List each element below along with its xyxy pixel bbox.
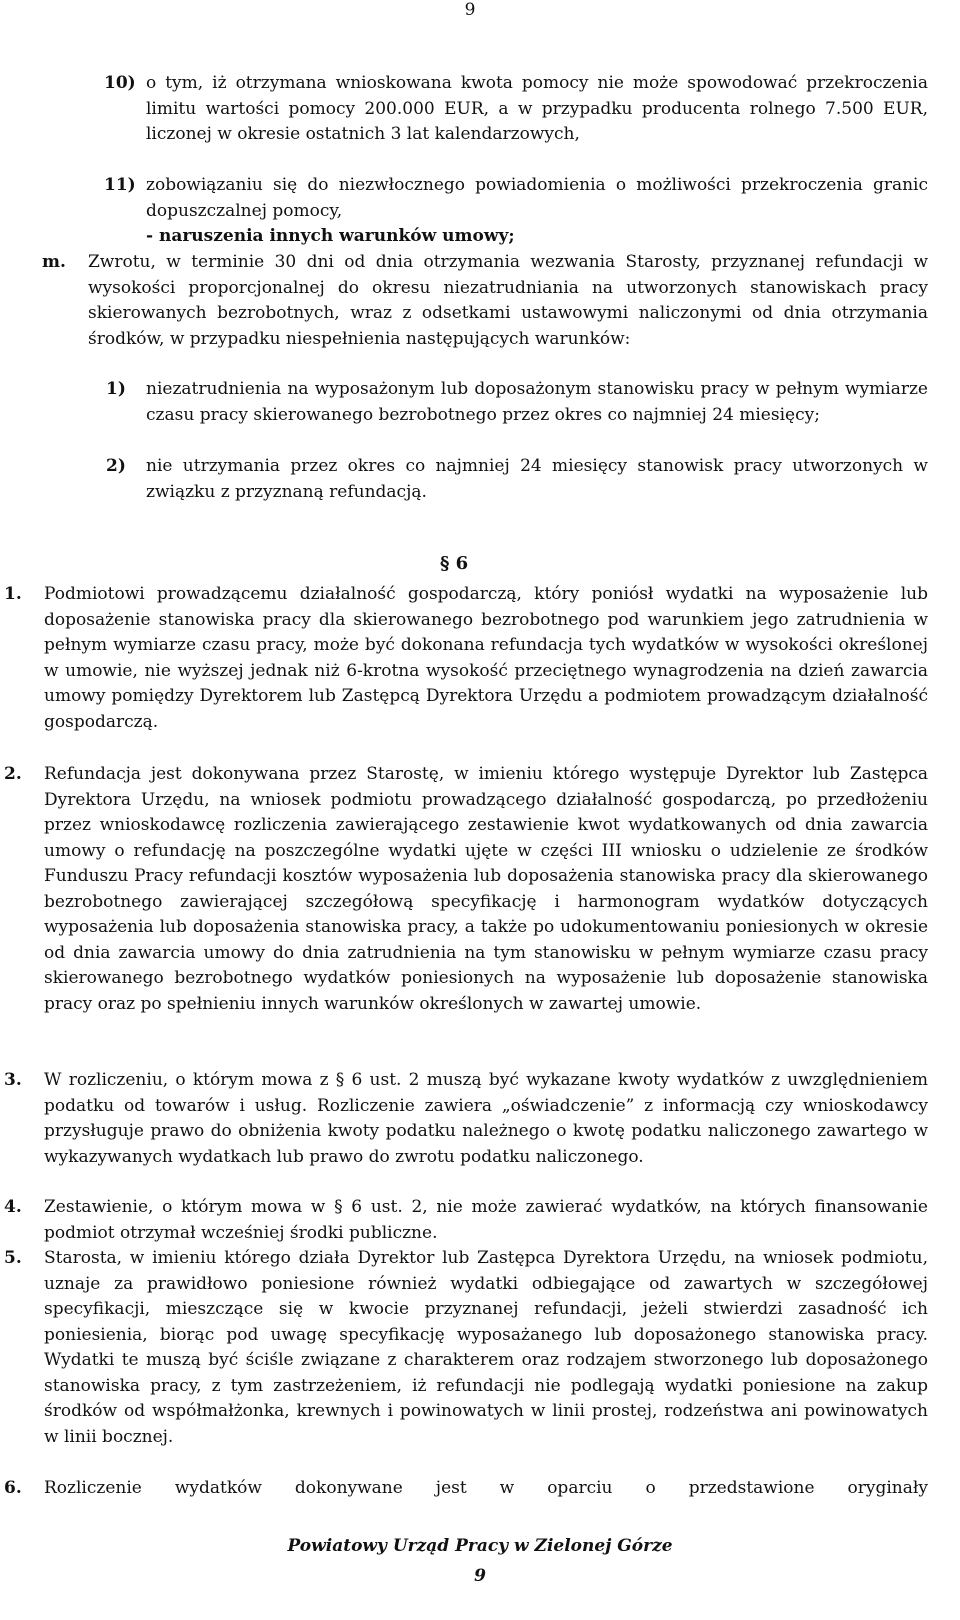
footer-office: Powiatowy Urząd Pracy w Zielonej Górze [287, 1536, 673, 1556]
footer-page-number: 9 [474, 1566, 486, 1586]
item-11-number: 11) [104, 175, 136, 195]
item-10-text: o tym, iż otrzymana wnioskowana kwota pomocy nie może spowodować przekroczenia limitu wartości pomocy 200.000 EUR, a w przypadku producenta rolnego 7.500 EUR, liczonej w okresie ostatnich 3 lat kalendarzowych, [146, 73, 928, 144]
sec6-item-3-text: W rozliczeniu, o którym mowa z § 6 ust. 2 muszą być wykazane kwoty wydatków z uwzględnieniem podatku od towarów i usług. Rozliczenie zawiera „oświadczenie” z informacją czy wnioskodawcy przysługuje prawo do obniżenia kwoty podatku należnego o kwotę podatku naliczonego zawartego w wykazywanych wydatkach lub prawo do zwrotu podatku naliczonego. [44, 1070, 928, 1167]
sec6-item-4-number: 4. [4, 1197, 22, 1217]
sec6-item-6-number: 6. [4, 1478, 22, 1498]
item-m-sub-1-number: 1) [106, 379, 126, 399]
item-m-text: Zwrotu, w terminie 30 dni od dnia otrzymania wezwania Starosty, przyznanej refundacji w wysokości proporcjonalnej do okresu niezatrudniania na utworzonych stanowiskach pracy skierowanych bezrobotnych, wraz z odsetkami ustawowymi naliczonymi od dnia otrzymania środków, w przypadku niespełnienia następujących warunków: [88, 252, 928, 349]
item-11-text: zobowiązaniu się do niezwłocznego powiadomienia o możliwości przekroczenia granic dopuszczalnej pomocy, [146, 175, 928, 221]
sec6-item-3-number: 3. [4, 1070, 22, 1090]
sec6-item-6-text: Rozliczenie wydatków dokonywane jest w oparciu o przedstawione oryginały [44, 1478, 928, 1498]
item-m-sub-1-text: niezatrudnienia na wyposażonym lub doposażonym stanowisku pracy w pełnym wymiarze czasu pracy skierowanego bezrobotnego przez okres co najmniej 24 miesięcy; [146, 379, 928, 425]
item-m-number: m. [42, 252, 66, 272]
sec6-item-2-text: Refundacja jest dokonywana przez Starostę, w imieniu którego występuje Dyrektor lub Zastępca Dyrektora Urzędu, na wniosek podmiotu prowadzącego działalność gospodarczą, po przedłożeniu przez wnioskodawcę rozliczenia zawierającego zestawienie kwot wydatkowanych od dnia zawarcia umowy o refundację na poszczególne wydatki ujęte w części III wniosku o udzielenie ze środków Funduszu Pracy refundacji kosztów wyposażenia lub doposażenia stanowiska pracy dla skierowanego bezrobotnego zawierającej szczegółową specyfikację i harmonogram wydatków dotyczących wyposażenia lub doposażenia stanowiska pracy, a także po udokumentowaniu poniesionych w okresie od dnia zawarcia umowy do dnia zatrudnienia na tym stanowisku w pełnym wymiarze czasu pracy skierowanego bezrobotnego wydatków poniesionych na wyposażenie lub doposażenie stanowiska pracy oraz po spełnieniu innych warunków określonych w zawartej umowie. [44, 764, 928, 1014]
sec6-item-5-number: 5. [4, 1248, 22, 1268]
item-m-sub-2-number: 2) [106, 456, 126, 476]
page-number-top: 9 [464, 0, 476, 20]
sec6-item-2-number: 2. [4, 764, 22, 784]
item-10-number: 10) [104, 73, 136, 93]
breach-line: - naruszenia innych warunków umowy; [146, 226, 515, 246]
sec6-item-1-text: Podmiotowi prowadzącemu działalność gospodarczą, który poniósł wydatki na wyposażenie lub doposażenie stanowiska pracy dla skierowanego bezrobotnego pod warunkiem jego zatrudnienia w pełnym wymiarze czasu pracy, może być dokonana refundacja tych wydatków w wysokości określonej w umowie, nie wyższej jednak niż 6-krotna wysokość przeciętnego wynagrodzenia na dzień zawarcia umowy pomiędzy Dyrektorem lub Zastępcą Dyrektora Urzędu a podmiotem prowadzącym działalność gospodarczą. [44, 584, 928, 732]
sec6-item-5-text: Starosta, w imieniu którego działa Dyrektor lub Zastępca Dyrektora Urzędu, na wniosek podmiotu, uznaje za prawidłowo poniesione również wydatki odbiegające od zawartych w szczegółowej specyfikacji, mieszczące się w kwocie przyznanej refundacji, jeżeli stwierdzi zasadność ich poniesienia, biorąc pod uwagę specyfikację wyposażanego lub doposażonego stanowiska pracy. Wydatki te muszą być ściśle związane z charakterem oraz rodzajem stworzonego lub doposażonego stanowiska pracy, z tym zastrzeżeniem, iż refundacji nie podlegają wydatki poniesione na zakup środków od współmałżonka, krewnych i powinowatych w linii prostej, rodzeństwa ani powinowatych w linii bocznej. [44, 1248, 928, 1447]
item-m-sub-2-text: nie utrzymania przez okres co najmniej 24 miesięcy stanowisk pracy utworzonych w związku z przyznaną refundacją. [146, 456, 928, 502]
section-heading: § 6 [440, 553, 469, 574]
sec6-item-1-number: 1. [4, 584, 22, 604]
sec6-item-4-text: Zestawienie, o którym mowa w § 6 ust. 2, nie może zawierać wydatków, na których finansowanie podmiot otrzymał wcześniej środki publiczne. [44, 1197, 928, 1243]
